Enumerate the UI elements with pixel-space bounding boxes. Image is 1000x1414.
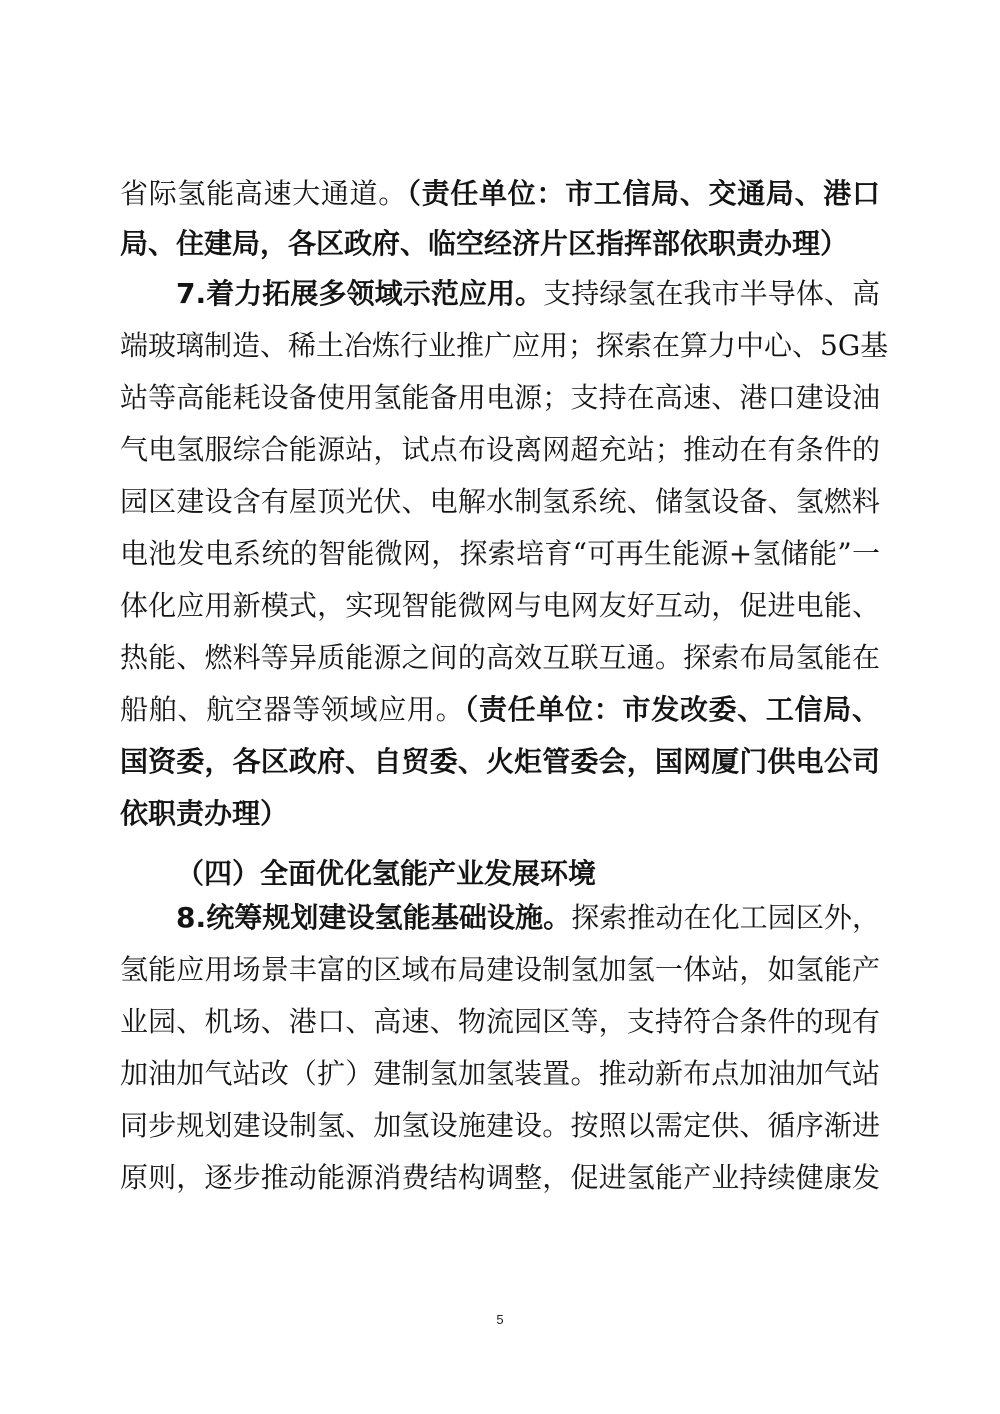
item-heading-line (176, 268, 880, 320)
line-text: 探索推动在化工园区外， (571, 901, 880, 934)
line-text: 业园、机场、港口、高速、物流园区等，支持符合条件的现有 (120, 1005, 880, 1038)
responsibility-note: 国资委，各区政府、自贸委、火炬管委会，国网厦门供电公司 (120, 745, 880, 778)
text-line (120, 944, 880, 996)
line-text: 热能、燃料等异质能源之间的高效互联互通。探索布局氢能在 (120, 641, 880, 674)
responsibility-note: （责任单位：市工信局、交通局、港口 (406, 177, 880, 210)
responsibility-note: 依职责办理） (120, 797, 289, 830)
line-text: 园区建设含有屋顶光伏、电解水制氢系统、储氢设备、氢燃料 (120, 485, 880, 518)
text-line (120, 996, 880, 1048)
line-text: 电池发电系统的智能微网，探索培育“可再生能源+氢储能”一 (120, 537, 880, 570)
line-text: 气电氢服综合能源站，试点布设离网超充站；推动在有条件的 (120, 433, 880, 466)
section-heading-text: （四）全面优化氢能产业发展环境 (176, 857, 597, 890)
line-text: 体化应用新模式，实现智能微网与电网友好互动，促进电能、 (120, 589, 880, 622)
line-text: 站等高能耗设备使用氢能备用电源；支持在高速、港口建设油 (120, 381, 880, 414)
text-line (120, 736, 880, 788)
line-text: 船舶、航空器等领域应用。 (120, 693, 465, 726)
text-line (120, 632, 880, 684)
text-line (120, 684, 880, 736)
text-line (120, 218, 880, 270)
text-line (120, 320, 889, 372)
line-text: 原则，逐步推动能源消费结构调整，促进氢能产业持续健康发 (120, 1161, 880, 1194)
text-line (120, 528, 880, 580)
line-text: 同步规划建设制氢、加氢设施建设。按照以需定供、循序渐进 (120, 1109, 880, 1142)
item-heading-line (176, 892, 880, 944)
item-number: 8. (176, 901, 207, 934)
text-line (120, 1048, 880, 1100)
text-line (120, 1100, 880, 1152)
item-title: 统筹规划建设氢能基础设施。 (206, 901, 572, 934)
text-line (120, 788, 880, 840)
line-text: 端玻璃制造、稀土冶炼行业推广应用；探索在算力中心、5G基 (120, 329, 889, 362)
responsibility-note: 局、住建局，各区政府、临空经济片区指挥部依职责办理） (120, 227, 849, 260)
line-text: 省际氢能高速大通道。 (120, 177, 407, 210)
responsibility-note: （责任单位：市发改委、工信局、 (464, 693, 880, 726)
line-text: 氢能应用场景丰富的区域布局建设制氢加氢一体站，如氢能产 (120, 953, 880, 986)
line-text: 支持绿氢在我市半导体、高 (543, 277, 880, 310)
text-line (120, 168, 880, 220)
line-text: 加油加气站改（扩）建制氢加氢装置。推动新布点加油加气站 (120, 1057, 880, 1090)
item-title: 着力拓展多领域示范应用。 (206, 277, 544, 310)
text-line (120, 476, 880, 528)
text-line (120, 580, 880, 632)
page-number: 5 (496, 1312, 504, 1327)
text-line (120, 372, 880, 424)
text-line (120, 1152, 880, 1204)
text-line (120, 424, 880, 476)
item-number: 7. (176, 277, 207, 310)
